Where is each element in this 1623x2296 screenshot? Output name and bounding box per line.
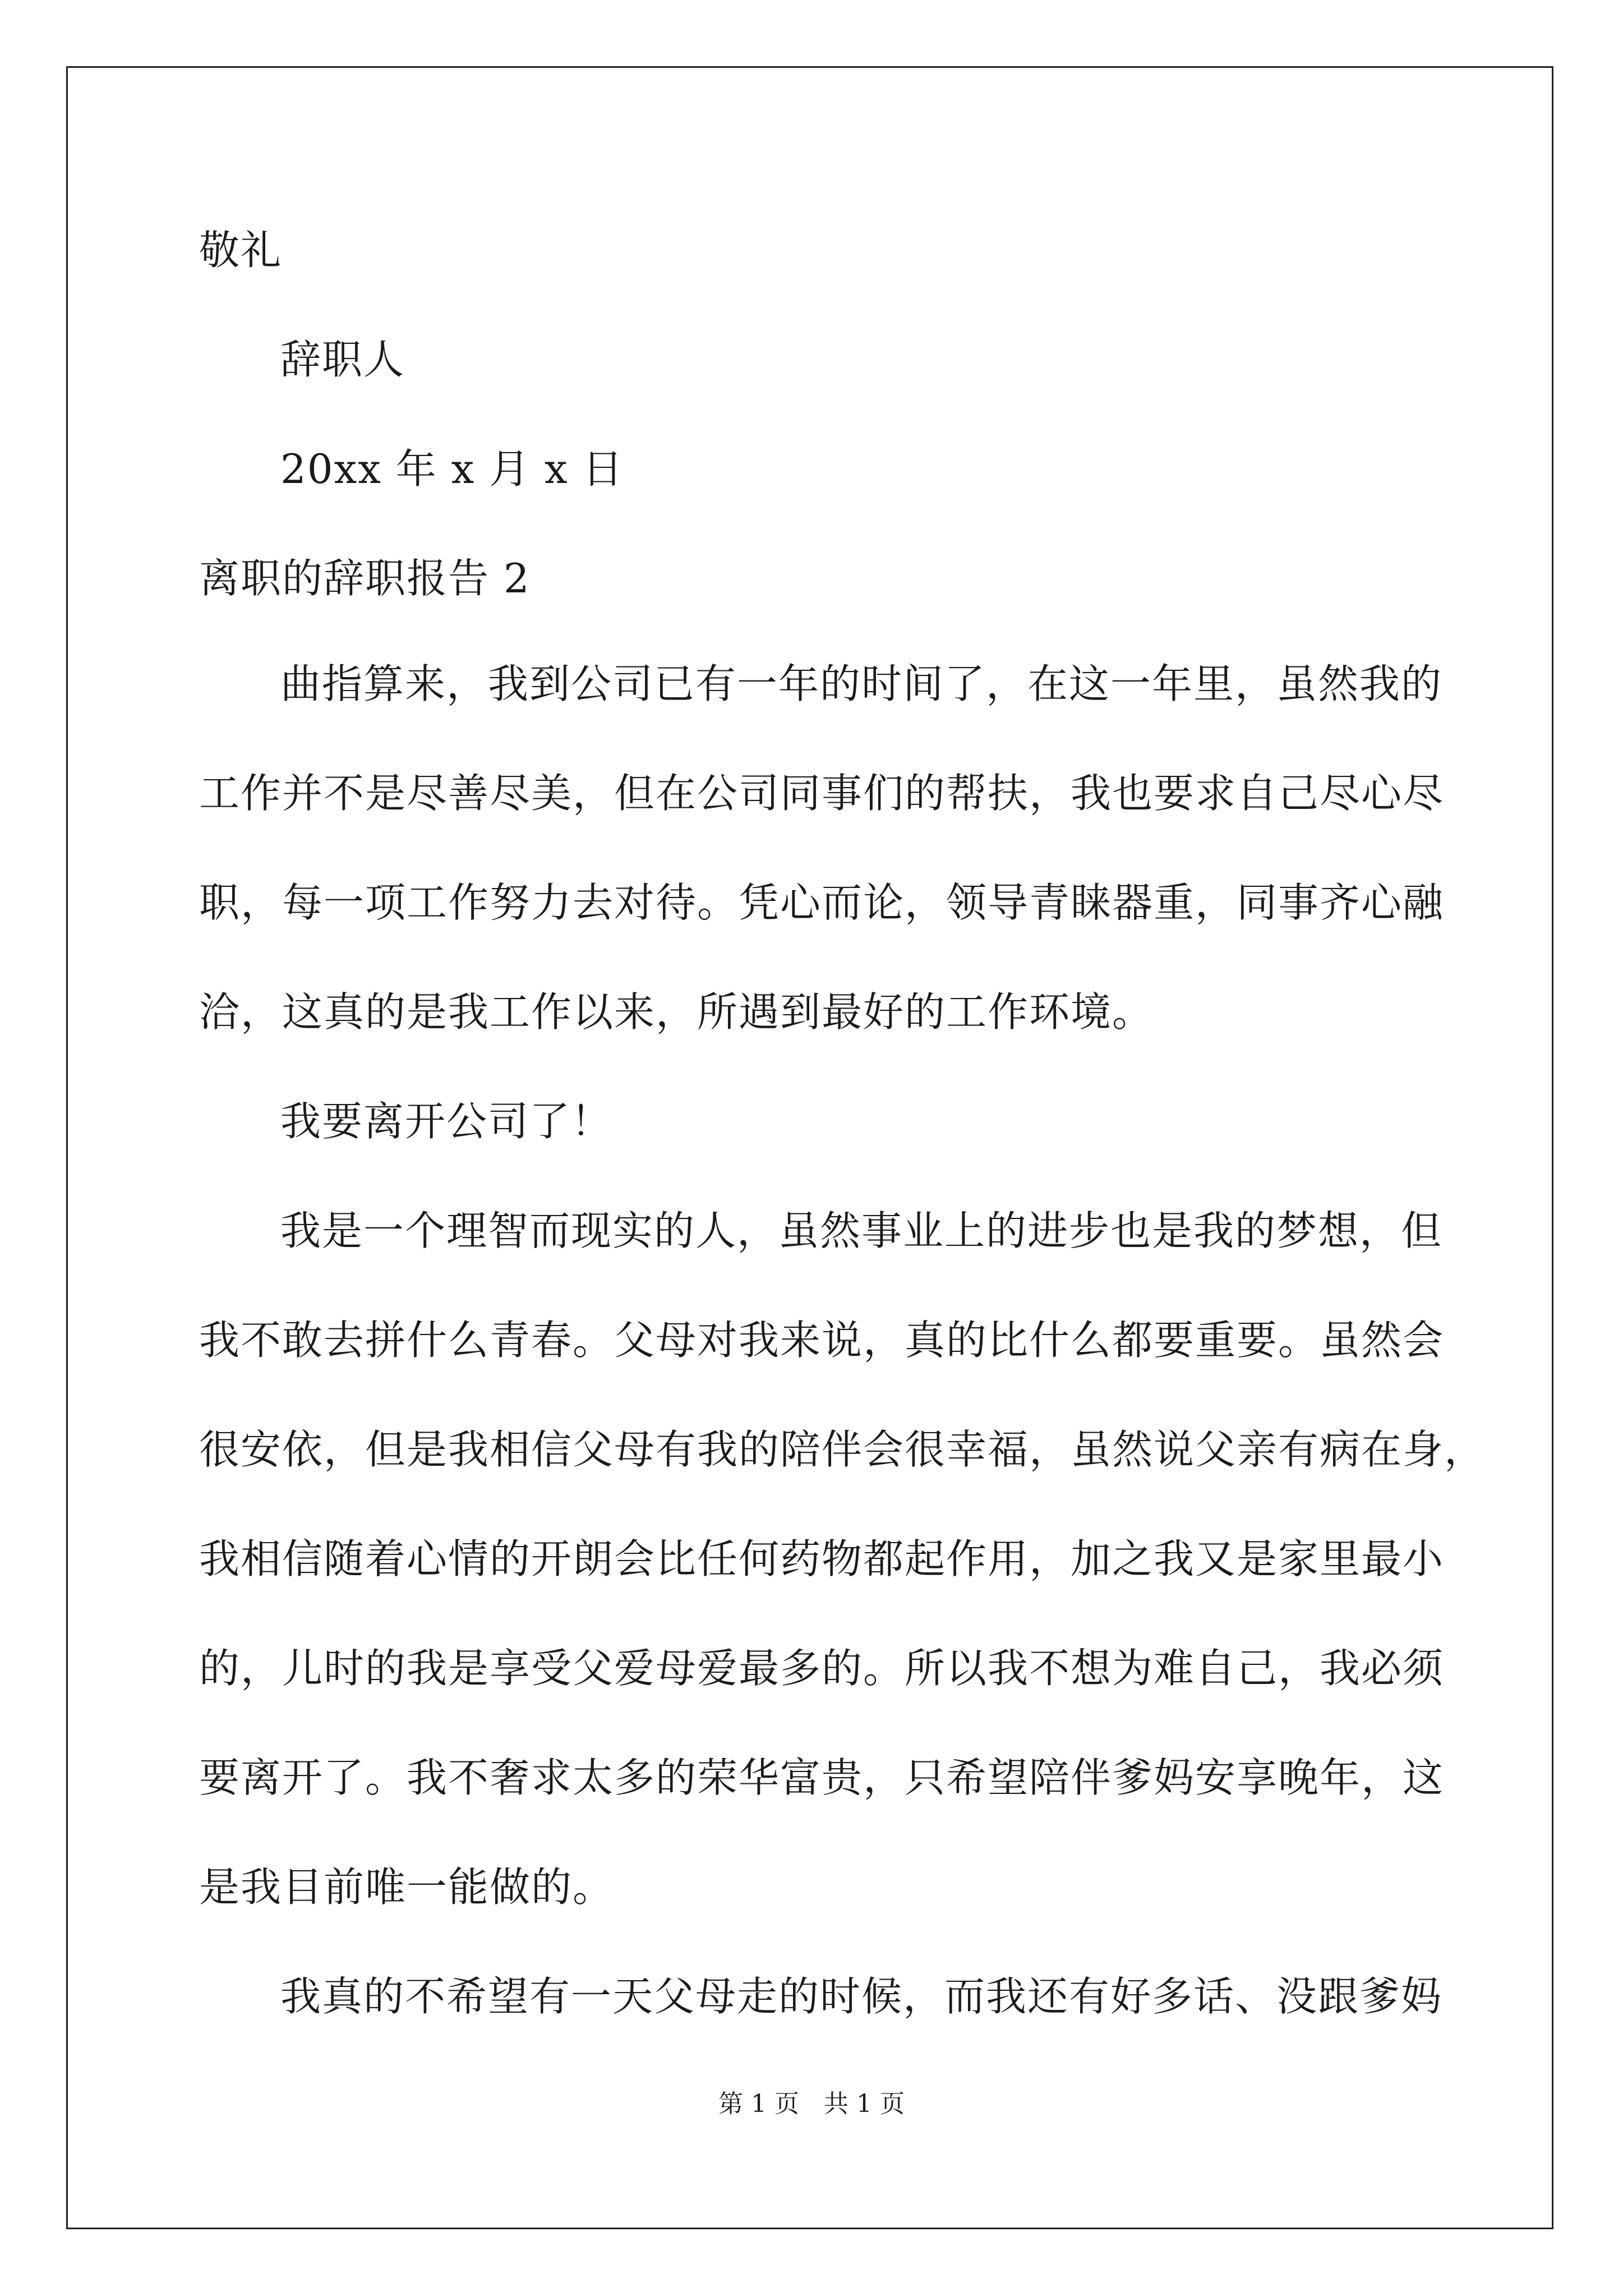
paragraph-line: 我相信随着心情的开朗会比任何药物都起作用，加之我又是家里最小 xyxy=(199,1535,1445,1582)
paragraph-line: 工作并不是尽善尽美，但在公司同事们的帮扶，我也要求自己尽心尽 xyxy=(199,770,1445,817)
paragraph-line: 是我目前唯一能做的。 xyxy=(199,1864,615,1911)
letter-date: 20xx 年 x 月 x 日 xyxy=(280,445,624,493)
page-number-footer: 第 1 页 共 1 页 xyxy=(718,2090,905,2118)
paragraph-line: 我要离开公司了！ xyxy=(280,1098,613,1145)
paragraph-line: 我是一个理智而现实的人，虽然事业上的进步也是我的梦想，但 xyxy=(280,1207,1443,1254)
paragraph-line: 要离开了。我不奢求太多的荣华富贵，只希望陪伴爹妈安享晚年，这 xyxy=(199,1754,1445,1801)
paragraph-line: 我真的不希望有一天父母走的时候，而我还有好多话、没跟爹妈 xyxy=(280,1973,1443,2020)
paragraph-line: 洽，这真的是我工作以来，所遇到最好的工作环境。 xyxy=(199,988,1154,1036)
signer-label: 辞职人 xyxy=(280,336,405,383)
section-title: 离职的辞职报告 2 xyxy=(199,555,531,602)
paragraph-line: 职，每一项工作努力去对待。凭心而论，领导青睐器重，同事齐心融 xyxy=(199,879,1445,926)
paragraph-line: 的，儿时的我是享受父爱母爱最多的。所以我不想为难自己，我必须 xyxy=(199,1645,1445,1692)
closing-salutation: 敬礼 xyxy=(199,227,283,274)
paragraph-line: 曲指算来，我到公司已有一年的时间了，在这一年里，虽然我的 xyxy=(280,660,1443,707)
paragraph-line: 很安依，但是我相信父母有我的陪伴会很幸福，虽然说父亲有病在身， xyxy=(199,1426,1486,1473)
paragraph-line: 我不敢去拼什么青春。父母对我来说，真的比什么都要重要。虽然会 xyxy=(199,1317,1445,1364)
